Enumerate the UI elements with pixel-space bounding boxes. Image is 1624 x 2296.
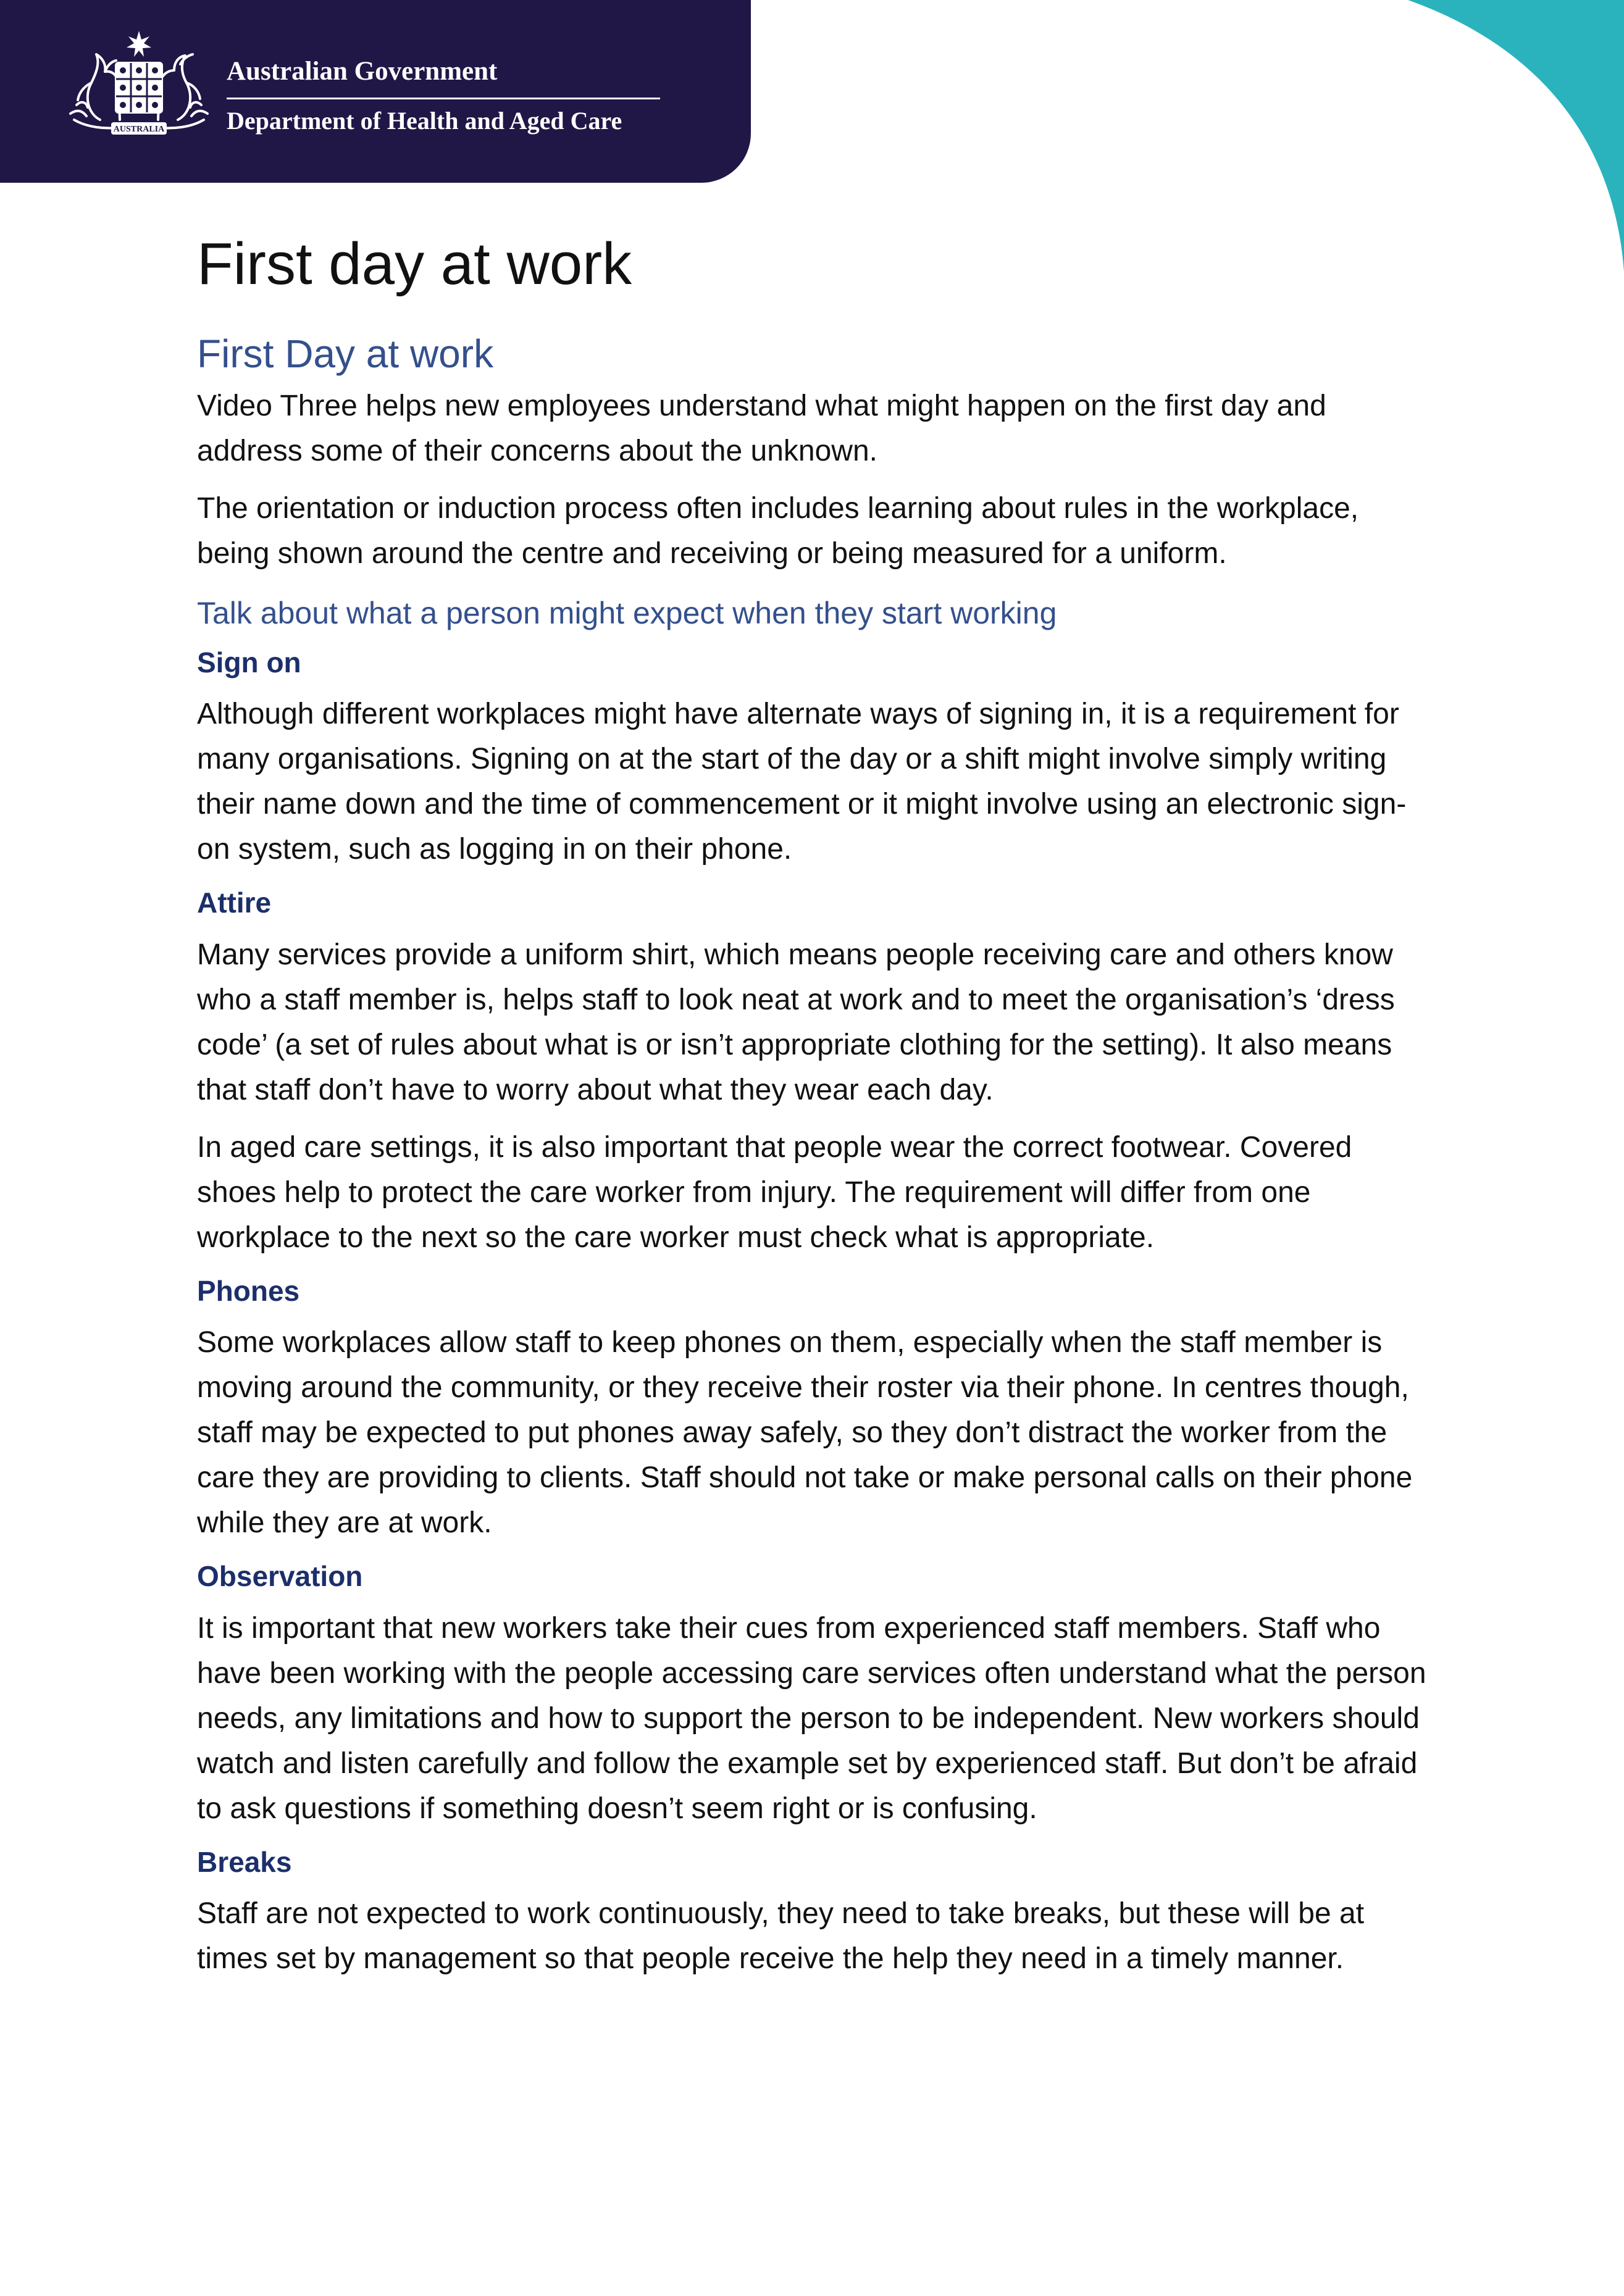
subsection-heading: Talk about what a person might expect when they start working	[197, 595, 1057, 630]
topic-paragraph: In aged care settings, it is also important that people wear the correct footwear. Covered shoes help to protect the care worker from injury. The requirement will differ from one workplace to the next so the care worker must check what is appropriate.	[197, 1130, 1352, 1254]
intro-paragraph: The orientation or induction process often includes learning about rules in the workplace, being shown around the centre and receiving or being measured for a uniform.	[197, 491, 1359, 570]
topic-breaks	[197, 1845, 1432, 1982]
page-title: First day at work	[197, 231, 632, 297]
section-heading: First Day at work	[197, 332, 494, 377]
topic-heading: Phones	[197, 1274, 300, 1307]
topic-heading: Breaks	[197, 1845, 292, 1878]
header-divider	[227, 98, 660, 99]
agency-name: Australian Government	[227, 57, 498, 86]
intro-paragraph: Video Three helps new employees understand what might happen on the first day and address some of their concerns about the unknown.	[197, 389, 1326, 467]
topic-heading: Sign on	[197, 646, 301, 678]
topic-paragraph: It is important that new workers take their cues from experienced staff members. Staff who have been working with the people accessing care services often understand what the person needs, any limitations and how to support the person to be independent. New workers should watch and listen carefully and follow the example set by experienced staff. But don’t be afraid to ask questions if something doesn’t seem right or is confusing.	[197, 1611, 1426, 1825]
topic-paragraph: Many services provide a uniform shirt, which means people receiving care and others know who a staff member is, helps staff to look neat at work and to meet the organisation’s ‘dress code’ (a set of rules about what is or isn’t appropriate clothing for the setting). It also means that staff don’t have to worry about what they wear each day.	[197, 938, 1395, 1106]
header-banner	[0, 0, 751, 183]
coat-of-arms-logo	[62, 27, 216, 144]
crest-ribbon-lettering: AUSTRALIA	[113, 125, 165, 134]
topic-paragraph: Some workplaces allow staff to keep phones on them, especially when the staff member is moving around the community, or they receive their roster via their phone. In centres though, staff may be expected to put phones away safely, so they don’t distract the worker from the care they are providing to clients. Staff should not take or make personal calls on their phone while they are at work.	[197, 1326, 1413, 1540]
department-name: Department of Health and Aged Care	[227, 107, 622, 135]
document-body	[197, 228, 1432, 1981]
topic-heading: Observation	[197, 1560, 363, 1593]
topic-paragraph: Although different workplaces might have alternate ways of signing in, it is a requirement for many organisations. Signing on at the start of the day or a shift might involve simply writing their name down and the time of commencement or it might involve using an electronic sign-on system, such as logging in on their phone.	[197, 698, 1407, 866]
topic-heading: Attire	[197, 887, 272, 919]
topic-paragraph: Staff are not expected to work continuously, they need to take breaks, but these will be at times set by management so that people receive the help they need in a timely manner.	[197, 1897, 1365, 1976]
topic-attire	[197, 885, 1432, 1260]
topic-sign-on	[197, 645, 1432, 872]
topic-observation	[197, 1559, 1432, 1831]
topic-phones	[197, 1274, 1432, 1546]
